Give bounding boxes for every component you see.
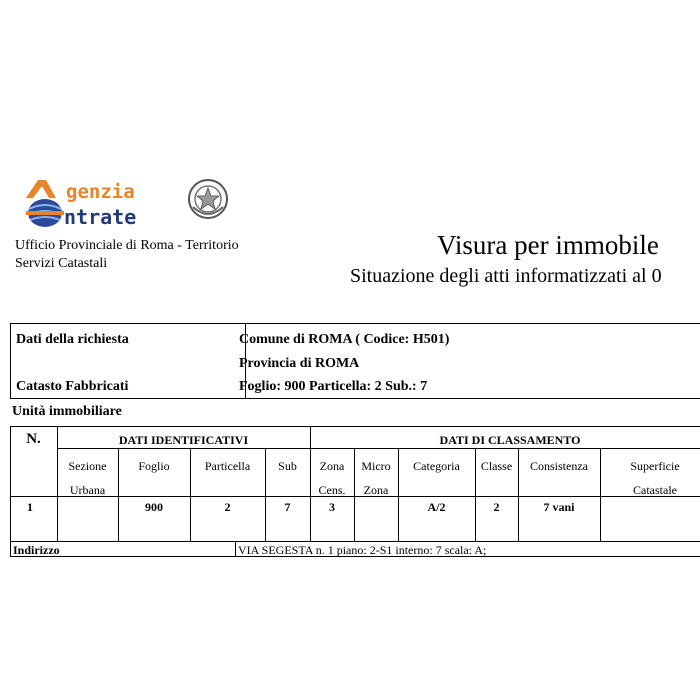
table-row-bottom	[10, 541, 700, 542]
catasto-label: Catasto Fabbricati	[16, 379, 129, 394]
address-divider	[235, 541, 236, 556]
row-categoria: A/2	[427, 500, 446, 514]
row-particella: 2	[224, 500, 231, 514]
col-classe: Classe	[480, 459, 513, 473]
logo-a-mark-icon	[24, 179, 58, 199]
request-label: Dati della richiesta	[16, 332, 129, 347]
col-catastale: Catastale	[633, 483, 677, 497]
agenzia-entrate-logo	[22, 175, 237, 235]
row-classe: 2	[493, 500, 500, 514]
unit-section-title: Unità immobiliare	[12, 404, 122, 419]
col-categoria: Categoria	[413, 459, 460, 473]
foglio-particella-value: Foglio: 900 Particella: 2 Sub.: 7	[239, 379, 428, 394]
col-consistenza: Consistenza	[530, 459, 588, 473]
col-sezione: Sezione	[68, 459, 107, 473]
table-header-separator	[57, 448, 700, 449]
address-value: VIA SEGESTA n. 1 piano: 2-S1 interno: 7 scala: A;	[238, 543, 487, 557]
col-sub: Sub	[278, 459, 297, 473]
col-foglio: Foglio	[138, 459, 170, 473]
document-subtitle: Situazione degli atti informatizzati al 0	[350, 265, 662, 287]
row-consistenza: 7 vani	[543, 500, 575, 514]
comune-value: Comune di ROMA ( Codice: H501)	[239, 332, 450, 347]
col-micro-zona: Zona	[363, 483, 389, 497]
row-foglio: 900	[145, 500, 163, 514]
header-dati-classamento: DATI DI CLASSAMENTO	[439, 433, 581, 447]
logo-word-entrate: ntrate	[64, 205, 137, 229]
logo-globe-icon	[26, 197, 64, 229]
italian-republic-emblem-icon	[187, 177, 229, 221]
col-urbana: Urbana	[69, 483, 106, 497]
address-label: Indirizzo	[13, 543, 60, 557]
header-dati-identificativi: DATI IDENTIFICATIVI	[118, 433, 249, 447]
col-superficie: Superficie	[630, 459, 680, 473]
col-micro: Micro	[361, 459, 391, 473]
col-zona: Zona	[319, 459, 345, 473]
col-particella: Particella	[204, 459, 251, 473]
logo-word-agenzia: genzia	[66, 181, 135, 203]
col-cens: Cens.	[318, 483, 346, 497]
row-zona: 3	[329, 500, 335, 514]
office-service: Servizi Catastali	[15, 256, 108, 271]
row-sub: 7	[284, 500, 291, 514]
document-title: Visura per immobile	[437, 230, 659, 260]
unit-table	[10, 426, 700, 556]
request-box	[10, 323, 700, 399]
provincia-value: Provincia di ROMA	[239, 356, 360, 371]
row-n: 1	[27, 500, 33, 514]
office-name: Ufficio Provinciale di Roma - Territorio	[15, 238, 239, 253]
header-n: N.	[26, 431, 41, 447]
table-border-top	[10, 426, 700, 427]
